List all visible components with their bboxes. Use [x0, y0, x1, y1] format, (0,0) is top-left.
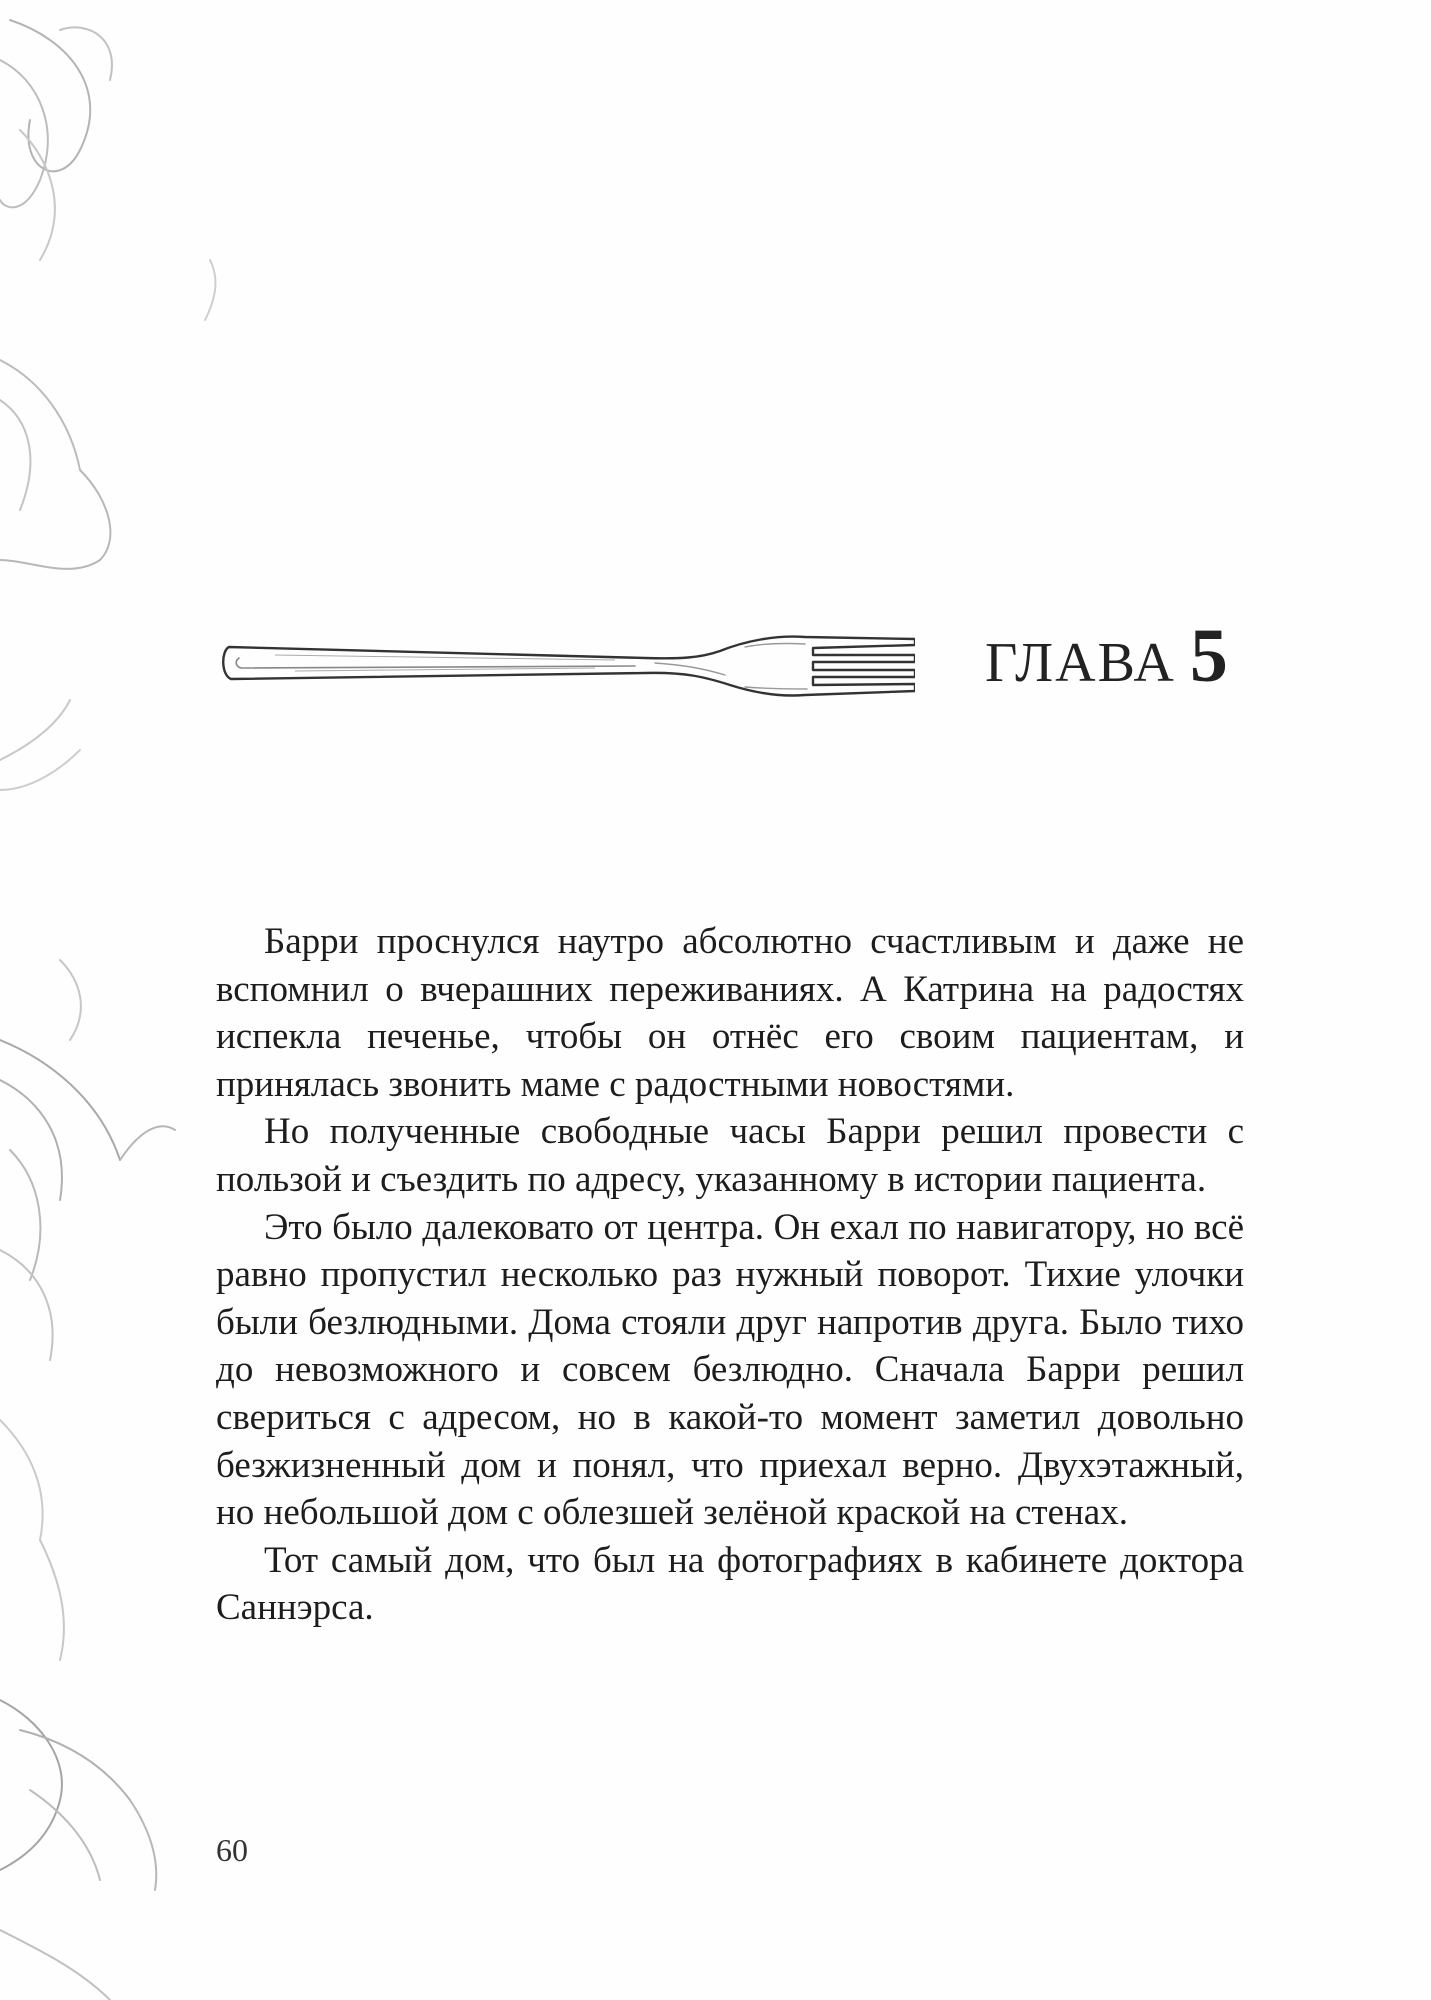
paragraph: Тот самый дом, что был на фотографиях в кабинете доктора Саннэрса. [216, 1539, 1244, 1629]
chapter-number: 5 [1189, 614, 1228, 698]
chapter-body [216, 918, 1244, 1632]
leaf-sketch-decoration [0, 0, 230, 2000]
fork-icon [215, 613, 915, 705]
page-number: 60 [216, 1832, 248, 1868]
chapter-title [985, 613, 1228, 703]
paragraph: Это было далековато от центра. Он ехал по навигатору, но всё равно пропустил несколько раз нужный поворот. Тихие улочки были безлюдными. Дома стояли друг напротив друга. Было тихо до невозможного и совсем безлюдно. Сначала Барри решил свериться с адресом, но в какой-то момент заметил довольно безжизненный дом и понял, что приехал верно. Двухэтажный, но небольшой дом с облезшей зелёной краской на стенах. [216, 1206, 1244, 1534]
paragraph: Барри проснулся наутро абсолютно счастливым и даже не вспомнил о вчерашних переживаниях. А Катрина на радостях испекла печенье, чтобы он отнёс его своим пациентам, и принялась звонить маме с радостными новостями. [216, 921, 1244, 1105]
chapter-heading [215, 605, 1245, 715]
chapter-word: ГЛАВА [985, 632, 1176, 694]
paragraph: Но полученные свободные часы Барри решил провести с пользой и съездить по адресу, указанному в истории пациента. [216, 1111, 1244, 1200]
